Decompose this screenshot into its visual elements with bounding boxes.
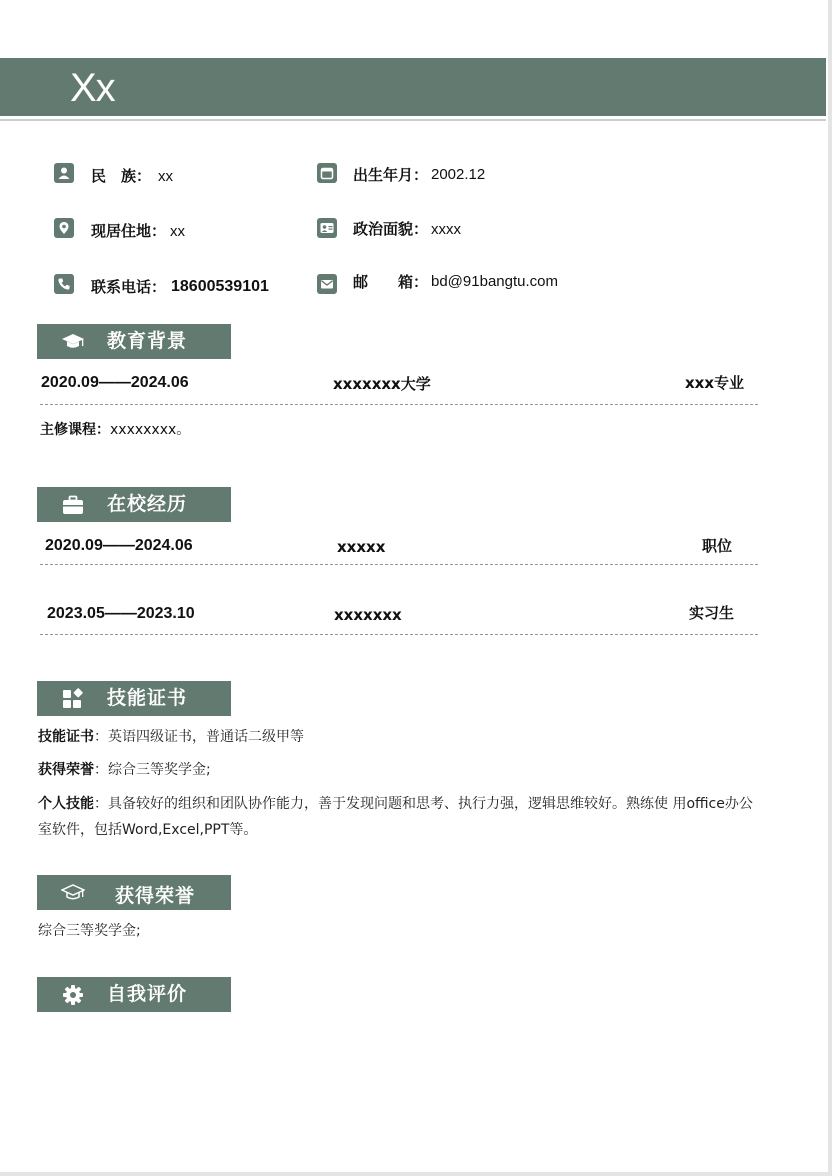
- ethnicity-label: 民 族：: [91, 167, 152, 185]
- resume-name: Xx: [70, 66, 115, 110]
- honor-label: 获得荣誉: [38, 762, 94, 778]
- campus-divider-1: [40, 564, 758, 565]
- residence-label: 现居住地：: [91, 222, 167, 240]
- birth-value: 2002.12: [431, 166, 486, 183]
- header-divider: [0, 119, 826, 121]
- courses-line: [40, 418, 190, 442]
- page-edge-right: [828, 0, 832, 1176]
- campus-entry-2-period: 2023.05——2023.10: [47, 605, 195, 622]
- email-value: bd@91bangtu.com: [431, 273, 558, 290]
- education-period: 2020.09——2024.06: [41, 374, 189, 391]
- grid-icon: [61, 688, 85, 710]
- header-band: [0, 58, 826, 116]
- personal-value: ：具备较好的组织和团队协作能力，善于发现问题和思考、执行力强，逻辑思维较好。熟练使 用office办公室软件，包括Word,Excel,PPT等。: [38, 796, 753, 838]
- user-icon: [54, 163, 74, 183]
- education-section-header: [37, 324, 231, 359]
- campus-title: 在校经历: [107, 493, 188, 515]
- residence-value: xx: [170, 223, 185, 240]
- personal-skills-paragraph: [38, 791, 760, 843]
- campus-entry-1-period: 2020.09——2024.06: [45, 537, 193, 554]
- political-value: xxxx: [431, 221, 461, 238]
- honor-value: ：综合三等奖学金;: [94, 762, 211, 778]
- education-school: xxxxxxx大学: [333, 375, 431, 393]
- education-major: xxx专业: [685, 374, 745, 392]
- education-title: 教育背景: [107, 330, 188, 352]
- campus-entry-1-org: xxxxx: [337, 538, 386, 556]
- education-divider: [40, 404, 758, 405]
- email-label: 邮 箱：: [353, 273, 429, 291]
- ethnicity-value: xx: [158, 168, 173, 185]
- courses-value: xxxxxxxx。: [110, 422, 191, 438]
- birth-label: 出生年月：: [353, 166, 429, 184]
- personal-label: 个人技能: [38, 796, 94, 812]
- cert-line: [38, 724, 760, 750]
- graduation-cap-icon: [61, 882, 85, 904]
- honors-text: 综合三等奖学金;: [38, 923, 141, 939]
- courses-label: 主修课程：: [40, 422, 110, 438]
- political-label: 政治面貌：: [353, 220, 429, 238]
- campus-entry-1-role: 职位: [702, 537, 733, 555]
- cert-value: ：英语四级证书，普通话二级甲等: [94, 729, 304, 745]
- campus-entry-2-role: 实习生: [689, 604, 735, 622]
- honors-section-header: [37, 875, 231, 910]
- page-edge-bottom: [0, 1172, 832, 1176]
- gear-icon: [61, 984, 85, 1006]
- mail-icon: [317, 274, 337, 294]
- self-eval-section-header: [37, 977, 231, 1012]
- campus-divider-2: [40, 634, 758, 635]
- calendar-icon: [317, 163, 337, 183]
- skills-title: 技能证书: [107, 687, 188, 709]
- phone-label: 联系电话：: [91, 278, 167, 296]
- cert-label: 技能证书: [38, 729, 94, 745]
- graduation-cap-icon: [61, 331, 85, 353]
- campus-section-header: [37, 487, 231, 522]
- self-eval-title: 自我评价: [107, 983, 188, 1005]
- campus-entry-2-org: xxxxxxx: [334, 606, 402, 624]
- id-card-icon: [317, 218, 337, 238]
- location-icon: [54, 218, 74, 238]
- phone-icon: [54, 274, 74, 294]
- briefcase-icon: [61, 494, 85, 516]
- honors-title: 获得荣誉: [115, 885, 196, 907]
- skills-section-header: [37, 681, 231, 716]
- phone-value: 18600539101: [171, 278, 269, 295]
- honor-line: [38, 757, 760, 783]
